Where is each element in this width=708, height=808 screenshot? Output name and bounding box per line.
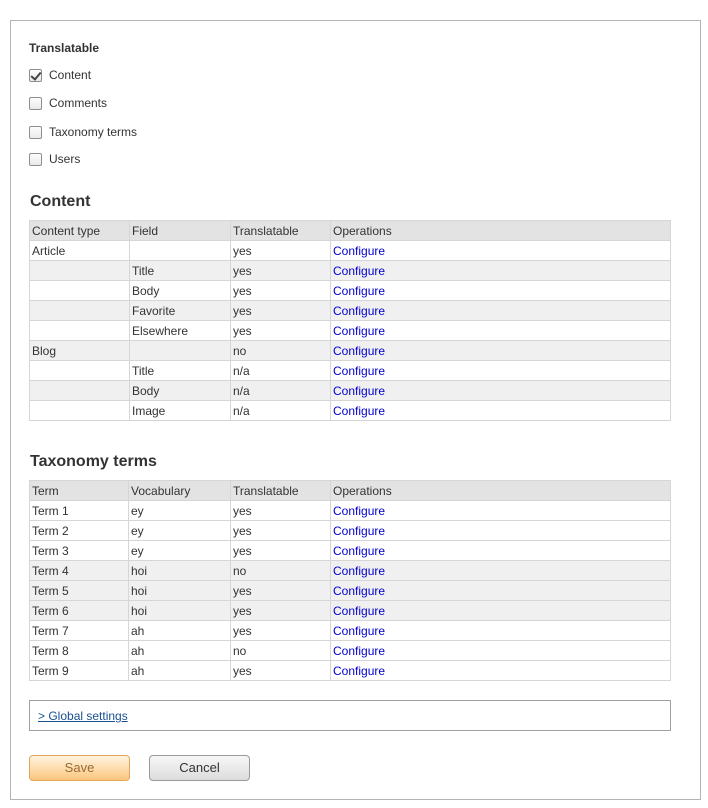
term-cell: Term 3	[30, 541, 129, 561]
translatable-cell: yes	[231, 521, 331, 541]
configure-link[interactable]: Configure	[333, 283, 386, 298]
column-header: Operations	[331, 221, 671, 241]
translatable-cell: yes	[231, 261, 331, 281]
term-cell: Term 7	[30, 621, 129, 641]
translatable-cell: yes	[231, 621, 331, 641]
content-type-cell: Article	[30, 241, 130, 261]
term-cell: Term 5	[30, 581, 129, 601]
table-row	[30, 541, 671, 561]
term-cell: Term 4	[30, 561, 129, 581]
content-type-cell	[30, 321, 130, 341]
configure-link[interactable]: Configure	[333, 503, 386, 518]
table-row	[30, 601, 671, 621]
configure-link[interactable]: Configure	[333, 523, 386, 538]
operations-cell	[331, 301, 671, 321]
content-type-cell	[30, 281, 130, 301]
vocabulary-cell: ah	[129, 661, 231, 681]
field-cell: Body	[130, 281, 231, 301]
configure-link[interactable]: Configure	[333, 363, 386, 378]
column-header: Translatable	[231, 481, 331, 501]
operations-cell	[331, 661, 671, 681]
operations-cell	[331, 601, 671, 621]
term-cell: Term 2	[30, 521, 129, 541]
operations-cell	[331, 501, 671, 521]
field-cell	[130, 341, 231, 361]
vocabulary-cell: ey	[129, 541, 231, 561]
translatable-cell: yes	[231, 321, 331, 341]
configure-link[interactable]: Configure	[333, 403, 386, 418]
operations-cell	[331, 321, 671, 341]
configure-link[interactable]: Configure	[333, 623, 386, 638]
term-cell: Term 6	[30, 601, 129, 621]
table-row	[30, 321, 671, 341]
column-header: Vocabulary	[129, 481, 231, 501]
configure-link[interactable]: Configure	[333, 563, 386, 578]
checkbox-content-label[interactable]: Content	[49, 68, 92, 82]
table-row	[30, 361, 671, 381]
content-type-cell	[30, 381, 130, 401]
checkbox-taxonomy-label[interactable]: Taxonomy terms	[49, 125, 138, 139]
operations-cell	[331, 581, 671, 601]
term-cell: Term 1	[30, 501, 129, 521]
operations-cell	[331, 381, 671, 401]
content-table	[29, 220, 671, 421]
table-row	[30, 401, 671, 421]
field-cell: Body	[130, 381, 231, 401]
vocabulary-cell: ey	[129, 521, 231, 541]
vocabulary-cell: ey	[129, 501, 231, 521]
operations-cell	[331, 521, 671, 541]
term-cell: Term 8	[30, 641, 129, 661]
table-row	[30, 581, 671, 601]
content-type-cell	[30, 401, 130, 421]
taxonomy-section-title: Taxonomy terms	[30, 453, 157, 470]
table-row	[30, 561, 671, 581]
vocabulary-cell: hoi	[129, 601, 231, 621]
checkbox-comments-label[interactable]: Comments	[49, 96, 108, 110]
configure-link[interactable]: Configure	[333, 643, 386, 658]
operations-cell	[331, 261, 671, 281]
term-cell: Term 9	[30, 661, 129, 681]
table-row	[30, 341, 671, 361]
taxonomy-table	[29, 480, 671, 681]
translatable-cell: n/a	[231, 381, 331, 401]
column-header: Term	[30, 481, 129, 501]
translatable-cell: yes	[231, 581, 331, 601]
table-row	[30, 261, 671, 281]
table-row	[30, 381, 671, 401]
content-type-cell: Blog	[30, 341, 130, 361]
global-settings-fieldset	[29, 700, 671, 731]
table-row	[30, 661, 671, 681]
translatable-cell: yes	[231, 241, 331, 261]
configure-link[interactable]: Configure	[333, 263, 386, 278]
operations-cell	[331, 341, 671, 361]
translatable-cell: yes	[231, 281, 331, 301]
field-cell	[130, 241, 231, 261]
column-header: Content type	[30, 221, 130, 241]
operations-cell	[331, 621, 671, 641]
translatable-cell: yes	[231, 501, 331, 521]
checkbox-users[interactable]	[29, 153, 42, 166]
taxonomy-table-header	[30, 481, 671, 501]
translatable-cell: no	[231, 341, 331, 361]
content-section-title: Content	[30, 193, 91, 210]
operations-cell	[331, 281, 671, 301]
operations-cell	[331, 561, 671, 581]
translatable-cell: yes	[231, 601, 331, 621]
table-row	[30, 241, 671, 261]
configure-link[interactable]: Configure	[333, 543, 386, 558]
table-row	[30, 641, 671, 661]
vocabulary-cell: ah	[129, 621, 231, 641]
table-row	[30, 521, 671, 541]
configure-link[interactable]: Configure	[333, 583, 386, 598]
table-row	[30, 621, 671, 641]
content-type-cell	[30, 301, 130, 321]
checkbox-content-row[interactable]	[29, 67, 91, 83]
content-type-cell	[30, 361, 130, 381]
table-row	[30, 281, 671, 301]
field-cell: Elsewhere	[130, 321, 231, 341]
checkbox-comments[interactable]	[29, 97, 42, 110]
checkbox-comments-row[interactable]	[29, 95, 107, 111]
configure-link[interactable]: Configure	[333, 603, 386, 618]
table-row	[30, 301, 671, 321]
configure-link[interactable]: Configure	[333, 383, 386, 398]
configure-link[interactable]: Configure	[333, 243, 386, 258]
cancel-button[interactable]: Cancel	[149, 755, 250, 781]
translatable-cell: n/a	[231, 361, 331, 381]
column-header: Operations	[331, 481, 671, 501]
content-type-cell	[30, 261, 130, 281]
operations-cell	[331, 641, 671, 661]
operations-cell	[331, 361, 671, 381]
field-cell: Favorite	[130, 301, 231, 321]
checkbox-users-label[interactable]: Users	[49, 152, 81, 166]
field-cell: Image	[130, 401, 231, 421]
field-cell: Title	[130, 261, 231, 281]
configure-link[interactable]: Configure	[333, 663, 386, 678]
translatable-cell: no	[231, 641, 331, 661]
translatable-cell: yes	[231, 301, 331, 321]
vocabulary-cell: hoi	[129, 581, 231, 601]
checkbox-users-row[interactable]	[29, 151, 80, 167]
column-header: Translatable	[231, 221, 331, 241]
operations-cell	[331, 241, 671, 261]
translatable-cell: no	[231, 561, 331, 581]
configure-link[interactable]: Configure	[333, 303, 386, 318]
configure-link[interactable]: Configure	[333, 343, 386, 358]
global-settings-link[interactable]: > Global settings	[38, 709, 128, 723]
translatable-cell: n/a	[231, 401, 331, 421]
operations-cell	[331, 401, 671, 421]
table-row	[30, 501, 671, 521]
translatable-cell: yes	[231, 661, 331, 681]
operations-cell	[331, 541, 671, 561]
checkbox-taxonomy-row[interactable]	[29, 124, 137, 140]
checkbox-content[interactable]	[29, 69, 42, 82]
configure-link[interactable]: Configure	[333, 323, 386, 338]
vocabulary-cell: ah	[129, 641, 231, 661]
translatable-heading: Translatable	[29, 41, 100, 55]
checkbox-taxonomy[interactable]	[29, 126, 42, 139]
translatable-cell: yes	[231, 541, 331, 561]
vocabulary-cell: hoi	[129, 561, 231, 581]
save-button[interactable]: Save	[29, 755, 130, 781]
field-cell: Title	[130, 361, 231, 381]
column-header: Field	[130, 221, 231, 241]
content-table-header	[30, 221, 671, 241]
